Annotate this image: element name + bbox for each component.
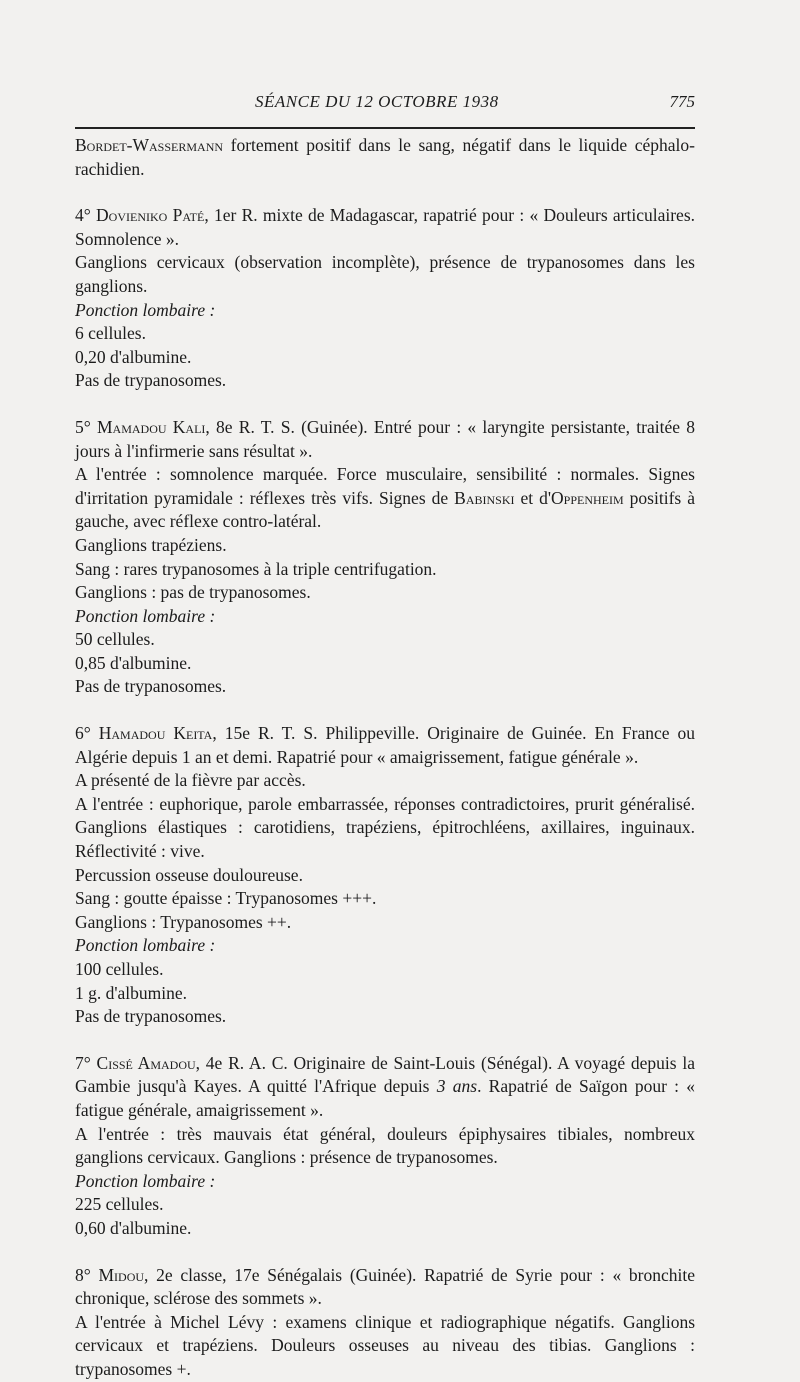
case-7: 7° Cissé Amadou, 4e R. A. C. Originaire de Saint-Louis (Sénégal). A voyagé depuis la Gambie jusqu'à Kayes. A quitté l'Afrique depuis 3 ans. Rapatrié de Saïgon pour : « fatigue générale, amaigrissement ». A l'entrée : très mauvais état général, douleurs épiphysaires tibiales, nombreux ganglions cervicaux. Ganglions : présence de trypanosomes. Ponction lombaire : 225 cellules. 0,60 d'albumine.	[75, 1052, 696, 1238]
patient-name: Cissé Amadou	[96, 1052, 196, 1073]
document-body	[75, 134, 695, 1382]
case-number: 4°	[75, 205, 97, 226]
case-6: 6° Hamadou Keita, 15e R. T. S. Philippeville. Originaire de Guinée. En France ou Algérie depuis 1 an et demi. Rapatrié pour « amaigrissement, fatigue générale ». A présenté de la fièvre par accès. A l'entrée : euphorique, parole embarrassée, réponses contradictoires, prurit généralisé. Ganglions élastiques : carotidiens, trapéziens, épitrochléens, axillaires, inguinaux. Réflectivité : vive. Percussion osseuse douloureuse. Sang : goutte épaisse : Trypanosomes +++. Ganglions : Trypanosomes ++. Ponction lombaire : 100 cellules. 1 g. d'albumine. Pas de trypanosomes.	[75, 723, 696, 1027]
patient-name: Midou	[98, 1264, 145, 1285]
case-number: 8°	[75, 1264, 99, 1285]
running-header	[75, 92, 695, 118]
section-label: Ponction lombaire :	[75, 935, 216, 956]
patient-name: Mamadou Kali	[96, 416, 206, 437]
patient-name: Hamadou Keita	[98, 723, 213, 744]
section-label: Ponction lombaire :	[75, 1170, 216, 1191]
case-number: 5°	[75, 416, 97, 437]
header-rule	[75, 127, 695, 129]
author-name: Bordet-Wassermann	[75, 135, 224, 155]
page-number: 775	[669, 92, 695, 111]
section-label: Ponction lombaire :	[75, 605, 216, 626]
case-number: 6°	[75, 723, 99, 744]
paragraph-bordet: Bordet-Wassermann fortement positif dans le sang, négatif dans le liquide céphalo-rachidien.	[75, 135, 695, 179]
case-4: 4° Dovieniko Paté, 1er R. mixte de Madagascar, rapatrié pour : « Douleurs articulaires. Somnolence ». Ganglions cervicaux (observation incomplète), présence de trypanosomes dans les ganglions. Ponction lombaire : 6 cellules. 0,20 d'albumine. Pas de trypanosomes.	[75, 205, 696, 391]
case-8: 8° Midou, 2e classe, 17e Sénégalais (Guinée). Rapatrié de Syrie pour : « bronchite chronique, sclérose des sommets ». A l'entrée à Michel Lévy : examens clinique et radiographique négatifs. Ganglions cervicaux et trapéziens. Douleurs osseuses au niveau des tibias. Ganglions : trypanosomes +.	[75, 1264, 696, 1379]
case-number: 7°	[75, 1052, 97, 1073]
case-5: 5° Mamadou Kali, 8e R. T. S. (Guinée). Entré pour : « laryngite persistante, traitée 8 jours à l'infirmerie sans résultat ». A l'entrée : somnolence marquée. Force musculaire, sensibilité : normales. Signes d'irritation pyramidale : réflexes très vifs. Signes de Babinski et d'Oppenheim positifs à gauche, avec réflexe contro-latéral. Ganglions trapéziens. Sang : rares trypanosomes à la triple centrifugation. Ganglions : pas de trypanosomes. Ponction lombaire : 50 cellules. 0,85 d'albumine. Pas de trypanosomes.	[75, 416, 695, 697]
patient-name: Dovieniko Paté	[96, 205, 205, 226]
section-label: Ponction lombaire :	[75, 299, 216, 320]
header-title: SÉANCE DU 12 OCTOBRE 1938	[255, 92, 499, 111]
